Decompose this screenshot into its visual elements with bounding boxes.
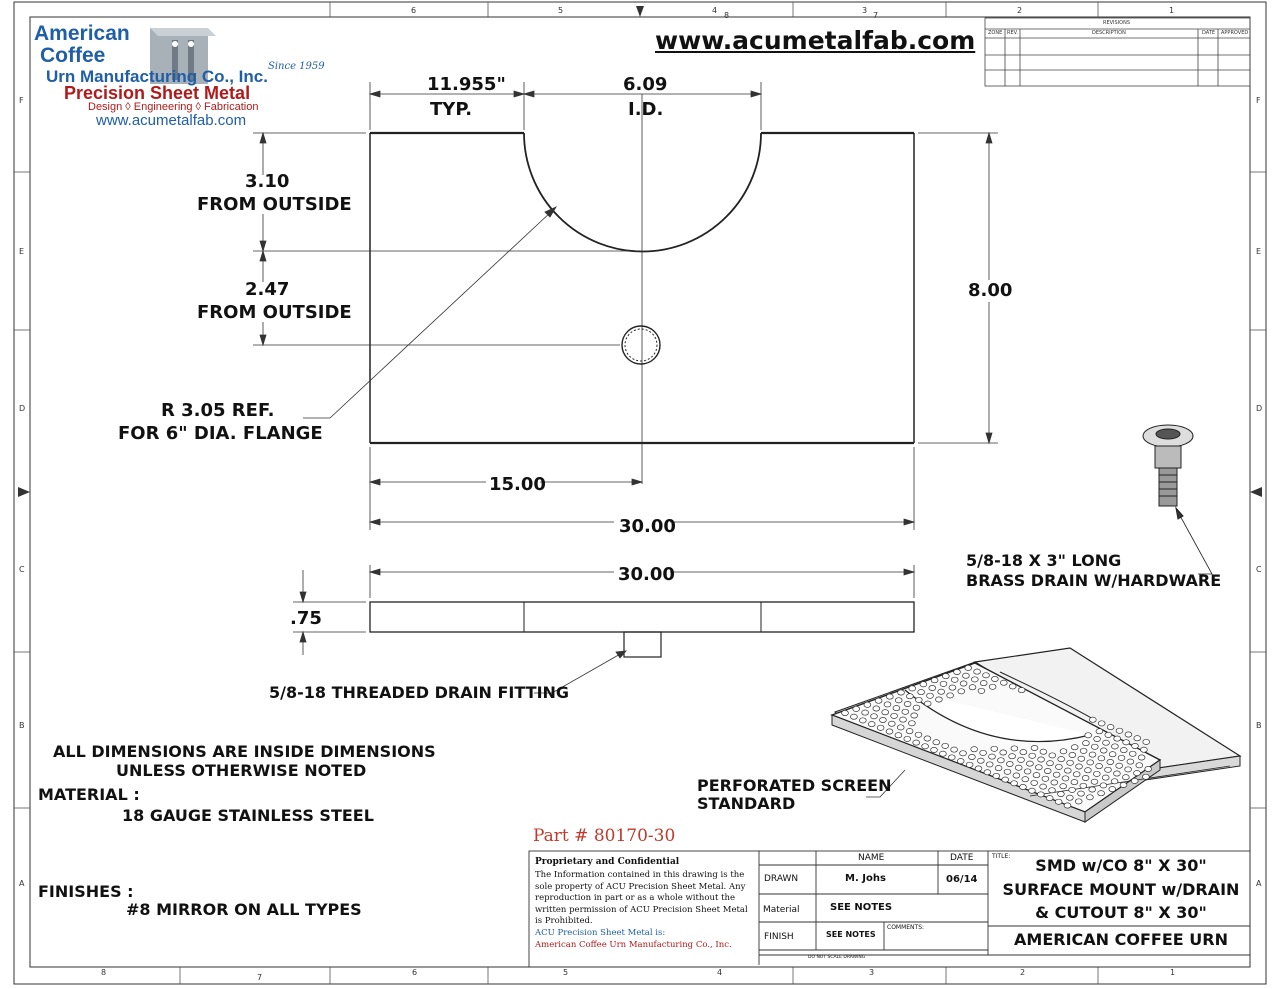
perforation-hole <box>909 686 916 691</box>
perforation-hole <box>1136 763 1143 768</box>
perforation-hole <box>1094 736 1101 741</box>
perforation-hole <box>893 706 900 711</box>
callout-brass-drain-2: BRASS DRAIN W/HARDWARE <box>966 571 1222 590</box>
perforation-hole <box>864 702 871 707</box>
perforation-hole <box>1103 740 1110 745</box>
perforation-hole <box>1053 772 1060 777</box>
tb-title-label: TITLE: <box>992 853 1011 860</box>
perforation-hole <box>1064 768 1071 773</box>
perforation-hole <box>1015 765 1022 770</box>
zone-right-e: E <box>1256 247 1262 256</box>
perforation-hole <box>884 702 891 707</box>
perforation-hole <box>911 713 918 718</box>
zone-left-c: C <box>19 565 25 574</box>
perforation-hole <box>915 697 922 702</box>
perforation-hole <box>1100 783 1107 788</box>
zone-bottom-7: 7 <box>257 973 263 982</box>
proprietary-acu-line: ACU Precision Sheet Metal is: <box>535 928 666 938</box>
revisions-table <box>985 18 1250 86</box>
perforation-hole <box>853 706 860 711</box>
perforation-hole <box>897 725 904 730</box>
perforation-hole <box>948 755 955 760</box>
perforation-hole <box>1129 751 1136 756</box>
dim-1500: 15.00 <box>489 474 546 495</box>
perforation-hole <box>859 718 866 723</box>
side-view <box>370 602 914 657</box>
tb-finish-value: SEE NOTES <box>826 930 876 939</box>
perforation-hole <box>1022 777 1029 782</box>
perforation-hole <box>960 681 967 686</box>
perforation-hole <box>927 693 934 698</box>
center-mark-top <box>636 6 644 17</box>
zone-right-f: F <box>1256 96 1261 105</box>
tb-material-label: Material <box>763 905 800 915</box>
perforation-hole <box>1125 767 1132 772</box>
perforation-hole <box>995 766 1002 771</box>
zone-right-d: D <box>1256 404 1263 413</box>
perforation-hole <box>1089 717 1096 722</box>
dim-075: .75 <box>290 608 322 629</box>
drain-hole <box>622 326 660 364</box>
perforation-hole <box>1096 729 1103 734</box>
perforation-hole <box>1098 721 1105 726</box>
logo-line-urn: Urn Manufacturing Co., Inc. <box>46 67 268 86</box>
tb-title-line2: SURFACE MOUNT w/DRAIN <box>1002 880 1240 899</box>
tb-title-line1: SMD w/CO 8" X 30" <box>1035 856 1207 875</box>
perforation-hole <box>1038 757 1045 762</box>
perforation-hole <box>918 690 925 695</box>
perforation-hole <box>1120 782 1127 787</box>
perforation-hole <box>1096 764 1103 769</box>
rev-col-date: DATE <box>1202 30 1216 36</box>
perforation-hole <box>1105 732 1112 737</box>
perforation-hole <box>909 721 916 726</box>
perforation-hole <box>951 677 958 682</box>
perforation-hole <box>1107 725 1114 730</box>
perforation-hole <box>933 740 940 745</box>
note-material-label: MATERIAL : <box>38 785 140 804</box>
perforation-hole <box>986 762 993 767</box>
perforation-hole <box>1018 688 1025 693</box>
perforation-hole <box>1060 784 1067 789</box>
perforation-hole <box>971 677 978 682</box>
perforation-hole <box>1134 771 1141 776</box>
perforation-hole <box>1020 750 1027 755</box>
perforation-hole <box>886 694 893 699</box>
perforation-hole <box>971 747 978 752</box>
perforation-hole <box>1009 754 1016 759</box>
part-number: Part # 80170-30 <box>533 826 676 846</box>
perforation-hole <box>1046 796 1053 801</box>
perforation-hole <box>960 751 967 756</box>
perforation-hole <box>1080 748 1087 753</box>
perforation-hole <box>1037 792 1044 797</box>
perforation-hole <box>1085 733 1092 738</box>
perforation-hole <box>1098 756 1105 761</box>
zone-top-8: 8 <box>724 11 730 20</box>
perforation-hole <box>1031 780 1038 785</box>
perforation-hole <box>913 740 920 745</box>
perforation-hole <box>1067 760 1074 765</box>
dimension-lines <box>253 82 998 530</box>
perforation-hole <box>1071 780 1078 785</box>
perforation-hole <box>949 685 956 690</box>
perforation-hole <box>940 751 947 756</box>
perforation-hole <box>877 725 884 730</box>
logo-line-american: American <box>34 22 130 45</box>
dim-3000-side: 30.00 <box>618 564 675 585</box>
dim-3000-top: 30.00 <box>619 516 676 537</box>
perforation-hole <box>907 694 914 699</box>
perforation-hole <box>1120 748 1127 753</box>
perforation-hole <box>1066 795 1073 800</box>
perforation-hole <box>1138 755 1145 760</box>
perforation-hole <box>895 698 902 703</box>
perforation-hole <box>873 706 880 711</box>
tb-no-scale: DO NOT SCALE DRAWING <box>808 955 866 960</box>
perforation-hole <box>1080 783 1087 788</box>
zone-top-6: 6 <box>411 6 417 15</box>
dim-247-note: FROM OUTSIDE <box>197 302 352 323</box>
perforation-hole <box>929 685 936 690</box>
perforation-hole <box>936 697 943 702</box>
perforation-hole <box>898 690 905 695</box>
brass-drain-illustration <box>1143 425 1212 574</box>
tb-name-header: NAME <box>858 853 885 863</box>
tb-company: AMERICAN COFFEE URN <box>1014 930 1228 949</box>
perforation-hole <box>1000 680 1007 685</box>
callout-brass-drain-1: 5/8-18 X 3" LONG <box>966 551 1122 570</box>
perforation-hole <box>1058 757 1065 762</box>
perforation-hole <box>969 685 976 690</box>
perforation-hole <box>904 701 911 706</box>
perforation-hole <box>1069 752 1076 757</box>
perforation-hole <box>1127 759 1134 764</box>
perforation-hole <box>951 747 958 752</box>
logo-services: Design ◊ Engineering ◊ Fabrication <box>88 101 259 113</box>
perforation-hole <box>1035 765 1042 770</box>
perforation-hole <box>1029 753 1036 758</box>
perforation-hole <box>980 750 987 755</box>
zone-bottom-8: 8 <box>101 968 107 977</box>
perforation-hole <box>1069 787 1076 792</box>
perforation-hole <box>1047 761 1054 766</box>
zone-top-2: 2 <box>1017 6 1023 15</box>
perforation-hole <box>1132 743 1139 748</box>
perforation-hole <box>1076 764 1083 769</box>
perforation-hole <box>1091 779 1098 784</box>
perforation-hole <box>1055 799 1062 804</box>
perforation-hole <box>983 673 990 678</box>
perforation-hole <box>980 681 987 686</box>
perforation-hole <box>977 758 984 763</box>
rev-col-rev: REV. <box>1007 30 1018 36</box>
perforation-hole <box>1078 791 1085 796</box>
perforation-hole <box>947 693 954 698</box>
rev-col-description: DESCRIPTION <box>1092 30 1126 36</box>
callout-screen-2: STANDARD <box>697 794 796 813</box>
perforation-hole <box>1009 684 1016 689</box>
perforation-hole <box>886 729 893 734</box>
perforation-hole <box>993 773 1000 778</box>
note-inside-1: ALL DIMENSIONS ARE INSIDE DIMENSIONS <box>53 742 436 761</box>
zone-bottom-5: 5 <box>563 968 569 977</box>
perforation-hole <box>966 762 973 767</box>
perforation-hole <box>1051 780 1058 785</box>
perforation-hole <box>1102 775 1109 780</box>
perforation-hole <box>1089 787 1096 792</box>
perforation-hole <box>1006 761 1013 766</box>
tb-comments-label: COMMENTS: <box>887 924 925 931</box>
zone-top-3: 3 <box>862 6 868 15</box>
callout-drain-fitting: 5/8-18 THREADED DRAIN FITTING <box>269 683 570 702</box>
perforation-hole <box>1033 773 1040 778</box>
logo-since: Since 1959 <box>268 61 325 72</box>
perforation-hole <box>938 689 945 694</box>
center-mark-right <box>1250 487 1262 497</box>
zone-left-d: D <box>19 404 26 413</box>
perforation-hole <box>1109 787 1116 792</box>
perforation-hole <box>904 736 911 741</box>
perforation-hole <box>920 682 927 687</box>
proprietary-body: The Information contained in this drawing is the sole property of ACU Precision Sheet Metal. Any reproduction in part or as a whole without the written permission of ACU Precision Sheet Metal is Prohibited. <box>535 870 748 926</box>
logo-url[interactable]: www.acumetalfab.com <box>96 112 247 129</box>
perforation-hole <box>1116 728 1123 733</box>
perforation-hole <box>1082 775 1089 780</box>
dim-11955: 11.955" <box>427 74 506 95</box>
perforation-hole <box>1087 795 1094 800</box>
zone-bottom-4: 4 <box>717 968 723 977</box>
perforation-hole <box>1064 803 1071 808</box>
perforation-hole <box>842 710 849 715</box>
perforated-tray-illustration <box>832 648 1240 822</box>
perforation-hole <box>924 736 931 741</box>
proprietary-heading: Proprietary and Confidential <box>535 857 680 867</box>
perforation-hole <box>954 669 961 674</box>
perforation-hole <box>1011 781 1018 786</box>
dim-typ: TYP. <box>430 99 473 120</box>
perforation-hole <box>940 681 947 686</box>
perforation-hole <box>1027 761 1034 766</box>
perforation-hole <box>891 713 898 718</box>
perforation-hole <box>1109 752 1116 757</box>
note-material-value: 18 GAUGE STAINLESS STEEL <box>122 806 374 825</box>
perforation-hole <box>902 709 909 714</box>
perforation-hole <box>963 673 970 678</box>
zone-right-a: A <box>1256 879 1262 888</box>
perforation-hole <box>1042 776 1049 781</box>
perforation-hole <box>1134 736 1141 741</box>
tb-date-header: DATE <box>950 853 974 863</box>
perforation-hole <box>882 710 889 715</box>
note-finishes-value: #8 MIRROR ON ALL TYPES <box>126 900 362 919</box>
logo-line-coffee: Coffee <box>40 44 106 67</box>
dim-radius: R 3.05 REF. <box>161 400 275 421</box>
perforation-hole <box>913 705 920 710</box>
perforation-hole <box>1040 749 1047 754</box>
perforation-hole <box>1049 788 1056 793</box>
perforation-hole <box>942 674 949 679</box>
perforation-hole <box>984 770 991 775</box>
perforation-hole <box>1018 757 1025 762</box>
perforation-hole <box>1091 744 1098 749</box>
perforation-hole <box>942 743 949 748</box>
zone-right-b: B <box>1256 721 1262 730</box>
perforation-hole <box>958 689 965 694</box>
perforation-hole <box>875 698 882 703</box>
tb-drawn-name: M. Johs <box>845 873 886 884</box>
perforation-hole <box>1100 748 1107 753</box>
perforation-hole <box>922 744 929 749</box>
perforation-hole <box>969 754 976 759</box>
perforation-hole <box>992 676 999 681</box>
perforation-hole <box>1125 732 1132 737</box>
perforation-hole <box>991 746 998 751</box>
perforation-hole <box>1013 773 1020 778</box>
perforation-hole <box>1044 768 1051 773</box>
dim-609: 6.09 <box>623 74 668 95</box>
perforation-hole <box>1143 739 1150 744</box>
perforation-hole <box>1123 740 1130 745</box>
perforation-hole <box>1029 788 1036 793</box>
perforation-hole <box>1031 745 1038 750</box>
perforation-hole <box>1004 769 1011 774</box>
rev-col-zone: ZONE <box>988 30 1003 36</box>
perforation-hole <box>1145 766 1152 771</box>
perforation-hole <box>1098 791 1105 796</box>
perforation-hole <box>931 678 938 683</box>
perforation-hole <box>880 717 887 722</box>
tb-title-line3: & CUTOUT 8" X 30" <box>1035 903 1207 922</box>
tb-finish-label: FINISH <box>764 932 794 942</box>
perforation-hole <box>906 729 913 734</box>
rev-col-approved: APPROVED <box>1221 30 1249 36</box>
perforation-hole <box>1093 771 1100 776</box>
perforation-hole <box>862 710 869 715</box>
perforation-hole <box>1020 784 1027 789</box>
perforation-hole <box>1071 745 1078 750</box>
note-inside-2: UNLESS OTHERWISE NOTED <box>116 761 367 780</box>
perforation-hole <box>974 669 981 674</box>
zone-top-5: 5 <box>558 6 564 15</box>
perforation-hole <box>1058 791 1065 796</box>
zone-bottom-6: 6 <box>412 968 418 977</box>
perforation-hole <box>1056 764 1063 769</box>
perforation-hole <box>1107 759 1114 764</box>
zone-bottom-3: 3 <box>869 968 875 977</box>
perforation-hole <box>1040 784 1047 789</box>
zone-bottom-2: 2 <box>1020 968 1026 977</box>
perforation-hole <box>1073 772 1080 777</box>
zone-top-7: 7 <box>873 11 879 20</box>
proprietary-acu-line2: American Coffee Urn Manufacturing Co., Inc. <box>535 940 732 950</box>
perforation-hole <box>1116 763 1123 768</box>
perforation-hole <box>1087 760 1094 765</box>
zone-left-b: B <box>19 721 25 730</box>
note-finishes-label: FINISHES : <box>38 882 134 901</box>
perforation-hole <box>989 754 996 759</box>
perforation-hole <box>888 721 895 726</box>
perforation-hole <box>989 684 996 689</box>
perforation-hole <box>1122 775 1129 780</box>
perforation-hole <box>1060 749 1067 754</box>
tb-drawn-label: DRAWN <box>764 874 799 884</box>
perforation-hole <box>1078 756 1085 761</box>
perforation-hole <box>915 732 922 737</box>
perforation-hole <box>871 714 878 719</box>
perforation-hole <box>1085 768 1092 773</box>
perforation-hole <box>924 701 931 706</box>
perforation-hole <box>1089 752 1096 757</box>
perforation-hole <box>895 733 902 738</box>
perforation-hole <box>1114 771 1121 776</box>
perforation-hole <box>965 665 972 670</box>
perforation-hole <box>1062 776 1069 781</box>
header-url[interactable]: www.acumetalfab.com <box>655 26 976 55</box>
tb-material-value: SEE NOTES <box>830 902 893 913</box>
zone-left-e: E <box>19 247 25 256</box>
perforation-hole <box>1083 741 1090 746</box>
perforation-hole <box>900 717 907 722</box>
perforation-hole <box>1112 744 1119 749</box>
perforation-hole <box>1075 799 1082 804</box>
perforation-hole <box>1105 767 1112 772</box>
perforation-hole <box>978 688 985 693</box>
perforation-hole <box>1131 778 1138 783</box>
zone-right-c: C <box>1256 565 1262 574</box>
perforation-hole <box>1000 750 1007 755</box>
perforation-hole <box>957 759 964 764</box>
perforation-hole <box>868 722 875 727</box>
dim-310-note: FROM OUTSIDE <box>197 194 352 215</box>
dim-247: 2.47 <box>245 279 290 300</box>
dim-flange-note: FOR 6" DIA. FLANGE <box>118 423 323 444</box>
side-dimension-lines <box>293 565 914 693</box>
callout-screen-1: PERFORATED SCREEN <box>697 776 892 795</box>
zone-bottom-1: 1 <box>1170 968 1176 977</box>
dim-id: I.D. <box>628 99 664 120</box>
dim-800: 8.00 <box>968 280 1013 301</box>
perforation-hole <box>1143 774 1150 779</box>
revisions-title: REVISIONS <box>1103 20 1131 26</box>
zone-left-f: F <box>19 96 24 105</box>
zone-left-a: A <box>19 879 25 888</box>
center-mark-left <box>18 487 30 497</box>
perforation-hole <box>975 766 982 771</box>
perforation-hole <box>851 714 858 719</box>
perforation-hole <box>1011 746 1018 751</box>
perforation-hole <box>1002 777 1009 782</box>
perforation-hole <box>1141 747 1148 752</box>
tb-drawn-date: 06/14 <box>946 874 978 885</box>
perforation-hole <box>1111 779 1118 784</box>
perforation-hole <box>998 758 1005 763</box>
zone-top-1: 1 <box>1169 6 1175 15</box>
perforation-hole <box>1049 753 1056 758</box>
perforation-hole <box>1114 736 1121 741</box>
zone-top-4: 4 <box>712 6 718 15</box>
perforation-hole <box>931 747 938 752</box>
dim-310: 3.10 <box>245 171 290 192</box>
perforation-hole <box>1118 755 1125 760</box>
logo-brand: Precision Sheet Metal <box>64 83 251 103</box>
perforation-hole <box>1024 769 1031 774</box>
